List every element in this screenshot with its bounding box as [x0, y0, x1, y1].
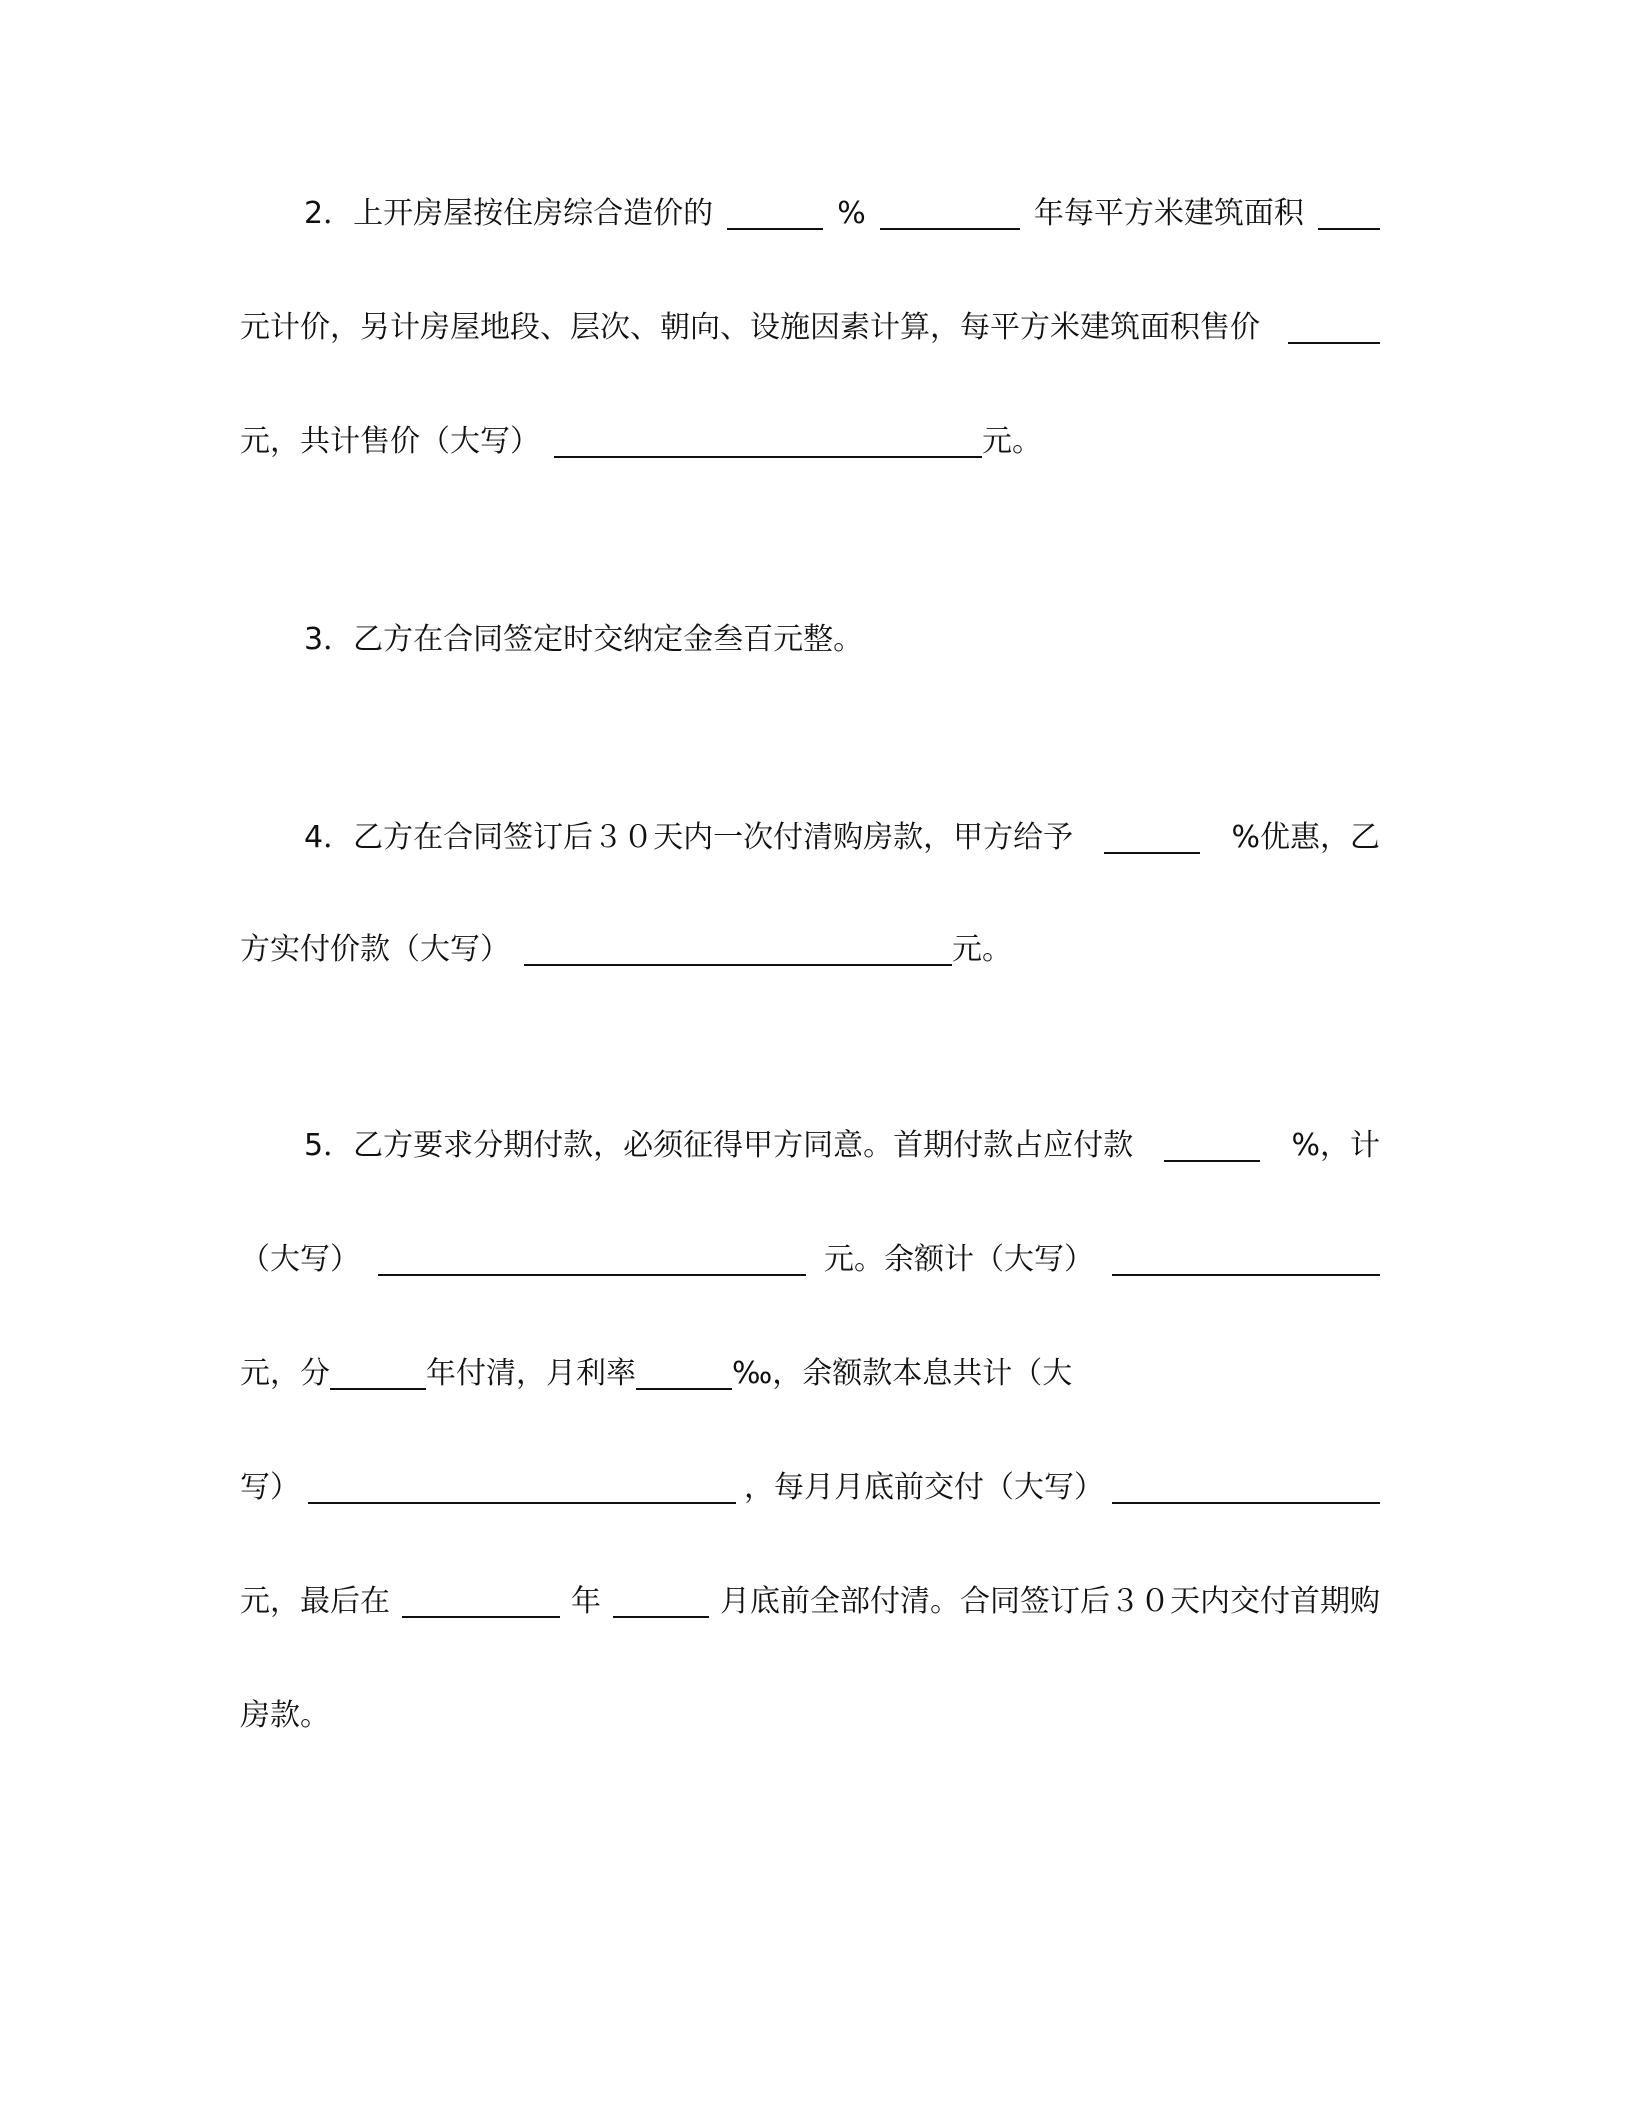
clause-5-text-11: 年 [571, 1584, 601, 1619]
actual-payment-blank [524, 936, 952, 966]
clause-3-line-1 [304, 610, 1380, 670]
clause-4-text-4: 元。 [952, 932, 1012, 967]
balance-amount-blank [1112, 1246, 1380, 1276]
clause-2-text-3: 元计价，另计房屋地段、层次、朝向、设施因素计算，每平方米建筑面积售价 [240, 310, 1260, 345]
clause-2-line-1 [304, 184, 1380, 244]
clause-5-line-3 [240, 1344, 1380, 1404]
monthly-rate-blank [636, 1360, 732, 1390]
clause-5-text-10: 元，最后在 [240, 1584, 390, 1619]
total-price-blank [554, 428, 982, 458]
clause-5-text-8: 写） [240, 1470, 300, 1505]
down-payment-amount-blank [378, 1246, 806, 1276]
year-blank [880, 200, 1020, 230]
clause-5-text-7: ‰，余额款本息共计（大 [732, 1356, 1073, 1391]
clause-5-text: 5．乙方要求分期付款，必须征得甲方同意。首期付款占应付款 [304, 1128, 1134, 1163]
clause-4-line-2 [240, 920, 1380, 980]
down-payment-percent-blank [1164, 1132, 1260, 1162]
area-price-blank [1318, 200, 1380, 230]
clause-4-text-3: 方实付价款（大写） [240, 932, 510, 967]
clause-4-text: 4．乙方在合同签订后３０天内一次付清购房款，甲方给予 [304, 820, 1074, 855]
clause-2-text-4: 元，共计售价（大写） [240, 424, 540, 459]
percent-sign: % [837, 196, 866, 231]
clause-2-text: 2．上开房屋按住房综合造价的 [304, 196, 714, 231]
final-year-blank [402, 1588, 560, 1618]
clause-2-line-3 [240, 412, 1380, 472]
discount-blank [1104, 824, 1200, 854]
clause-5-line-1 [304, 1116, 1380, 1176]
clause-5-text-13: 房款。 [240, 1698, 330, 1733]
percent-blank [727, 200, 823, 230]
unit-price-blank [1288, 314, 1380, 344]
clause-2-text-5: 元。 [982, 424, 1042, 459]
clause-2-line-2 [240, 298, 1380, 358]
installment-years-blank [330, 1360, 426, 1390]
clause-5-text-6: 年付清，月利率 [426, 1356, 636, 1391]
clause-5-text-3: （大写） [240, 1242, 360, 1277]
monthly-payment-blank [1112, 1474, 1380, 1504]
clause-5-line-4 [240, 1458, 1380, 1518]
clause-3-text: 3．乙方在合同签定时交纳定金叁百元整。 [304, 622, 864, 657]
clause-5-text-2: %，计 [1291, 1128, 1380, 1163]
clause-2-text-2: 年每平方米建筑面积 [1033, 196, 1304, 231]
total-principal-interest-blank [308, 1474, 736, 1504]
clause-5-line-5 [240, 1572, 1380, 1632]
clause-5-text-12: 月底前全部付清。合同签订后３０天内交付首期购 [720, 1584, 1380, 1619]
clause-4-line-1 [304, 808, 1380, 868]
clause-4-text-2: %优惠，乙 [1231, 820, 1380, 855]
clause-5-line-2 [240, 1230, 1380, 1290]
clause-5-line-6 [240, 1686, 1380, 1746]
clause-5-text-9: ，每月月底前交付（大写） [744, 1470, 1104, 1505]
final-month-blank [613, 1588, 709, 1618]
clause-5-text-5: 元，分 [240, 1356, 330, 1391]
clause-5-text-4: 元。余额计（大写） [824, 1242, 1094, 1277]
